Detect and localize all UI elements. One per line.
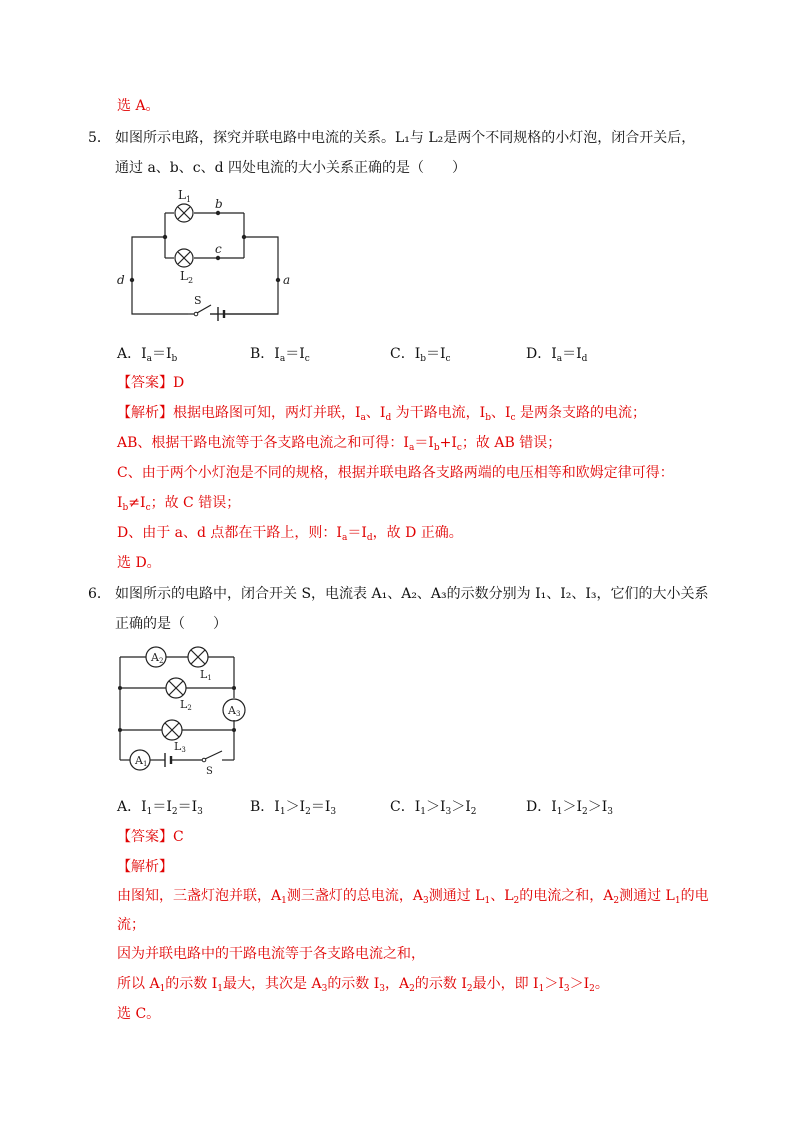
q5-stem-line2: 通过 a、b、c、d 四处电流的大小关系正确的是（ ） bbox=[115, 160, 467, 176]
q5-option-b[interactable]: B．$I_a=I_c$ bbox=[250, 346, 310, 364]
q5-analysis-line6: 选 D。 bbox=[117, 555, 161, 571]
q5-stem-line1: 如图所示电路，探究并联电路中电流的关系。L₁与 L₂是两个不同规格的小灯泡，闭合开关后， bbox=[115, 130, 696, 146]
svg-text:L2: L2 bbox=[180, 698, 192, 712]
q5-option-c[interactable]: C．$I_b=I_c$ bbox=[390, 346, 451, 364]
svg-text:b: b bbox=[215, 197, 223, 211]
q6-option-d[interactable]: D．$I_1>I_2>I_3$ bbox=[526, 799, 614, 817]
svg-text:S: S bbox=[206, 766, 213, 777]
q5-analysis-line3: C、由于两个小灯泡是不同的规格，根据并联电路各支路两端的电压相等和欧姆定律可得： bbox=[117, 465, 674, 481]
svg-text:c: c bbox=[215, 242, 222, 256]
q6-analysis-heading: 【解析】 bbox=[117, 859, 173, 875]
q6-option-a[interactable]: A．$I_1=I_2=I_3$ bbox=[117, 799, 203, 817]
svg-text:L1: $L_1$ bbox=[178, 188, 192, 204]
q6-analysis-line1: 由图知，三盏灯泡并联，$A_1$测三盏灯的总电流，$A_3$测通过 $L_1$、$L_2$的电流之和，$A_2$测通过 $L_1$的电 bbox=[117, 888, 709, 906]
q6-circuit-diagram bbox=[110, 640, 260, 780]
svg-text:S: S bbox=[194, 294, 202, 307]
q6-analysis-line4: 所以 $A_1$的示数 $I_1$最大，其次是 $A_3$的示数 $I_3$，$A_2$的示数 $I_2$最小，即 $I_1>I_3>I_2$。 bbox=[117, 976, 609, 994]
q6-option-b[interactable]: B．$I_1>I_2=I_3$ bbox=[250, 799, 337, 817]
q6-stem-line2: 正确的是（ ） bbox=[115, 616, 227, 632]
q5-circuit-diagram bbox=[108, 186, 308, 326]
q5-number: 5． bbox=[88, 130, 111, 146]
q5-analysis-line5: D、由于 a、d 点都在干路上，则：$I_a=I_d$，故 D 正确。 bbox=[117, 525, 463, 543]
q5-answer: 【答案】D bbox=[117, 375, 185, 391]
svg-text:a: a bbox=[283, 273, 291, 287]
svg-text:A2: A2 bbox=[151, 651, 164, 665]
q6-answer: 【答案】C bbox=[117, 829, 184, 845]
q6-analysis-line3: 因为并联电路中的干路电流等于各支路电流之和， bbox=[117, 946, 425, 962]
q6-option-c[interactable]: C．$I_1>I_3>I_2$ bbox=[390, 799, 477, 817]
prev-answer-line: 选 A。 bbox=[117, 98, 160, 114]
q6-analysis-line2: 流； bbox=[117, 917, 145, 933]
q5-option-d[interactable]: D．$I_a=I_d$ bbox=[526, 346, 588, 364]
svg-text:L1: L1 bbox=[200, 668, 212, 682]
svg-text:L2: $L_2$ bbox=[180, 269, 194, 285]
svg-text:d: d bbox=[117, 273, 125, 287]
q6-stem-line1: 如图所示的电路中，闭合开关 S，电流表 A₁、A₂、A₃的示数分别为 I₁、I₂、I₃，它们的大小关系 bbox=[115, 586, 709, 602]
q6-number: 6． bbox=[88, 586, 111, 602]
q6-analysis-line5: 选 C。 bbox=[117, 1006, 161, 1022]
q5-option-a[interactable]: A．$I_a=I_b$ bbox=[117, 346, 178, 364]
svg-text:A3: A3 bbox=[228, 704, 241, 718]
svg-text:L3: L3 bbox=[174, 740, 186, 754]
q5-analysis-line2: AB、根据干路电流等于各支路电流之和可得：$I_a=I_b+I_c$；故 AB 错误； bbox=[117, 435, 562, 453]
q5-analysis-line1: 【解析】根据电路图可知，两灯并联，$I_a$、$I_d$ 为干路电流，$I_b$、$I_c$ 是两条支路的电流； bbox=[117, 405, 646, 423]
q5-analysis-line4: $I_b\ne I_c$；故 C 错误； bbox=[117, 495, 241, 513]
svg-text:A1: A1 bbox=[135, 754, 148, 768]
